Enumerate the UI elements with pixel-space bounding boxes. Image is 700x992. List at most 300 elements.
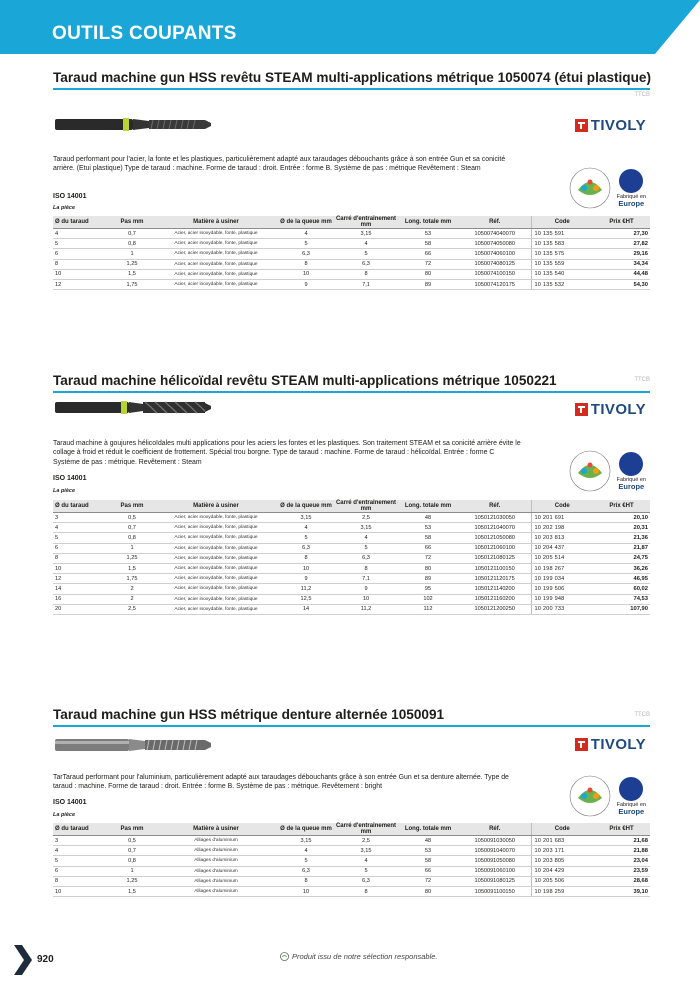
table-row <box>53 259 650 269</box>
cell-dia: 14 <box>53 584 109 594</box>
cell-dia: 12 <box>53 279 109 289</box>
spiral-tap-tool-image <box>53 395 213 421</box>
cell-length: 48 <box>397 836 459 846</box>
column-header-code: Code <box>531 216 593 229</box>
responsible-selection-badge-icon <box>568 166 612 210</box>
cell-code: 10 199 034 <box>531 574 593 584</box>
eu-label-line1: Fabriqué en <box>616 476 646 483</box>
table-row <box>53 269 650 279</box>
cell-code: 10 135 583 <box>531 239 593 249</box>
cell-pitch: 1,25 <box>109 876 155 886</box>
table-row <box>53 249 650 259</box>
product-description: TarTaraud performant pour l'aluminium, particulièrement adapté aux taraudages débouchants grâce à son entrée Gun et sa denture alternée. Type de taraud : machine. Forme de taraud : droit. Entrée : forme B. Système de pas : métrique. Revêtement : bright <box>53 774 509 791</box>
cell-dia: 8 <box>53 876 109 886</box>
cell-length: 89 <box>397 279 459 289</box>
cell-square: 3,15 <box>335 846 397 856</box>
column-header-shank: Ø de la queue mm <box>277 216 335 229</box>
table-row <box>53 584 650 594</box>
cell-material: Alliages d'aluminium <box>155 846 277 856</box>
table-row <box>53 574 650 584</box>
cell-dia: 6 <box>53 866 109 876</box>
table-row <box>53 543 650 553</box>
cell-length: 102 <box>397 594 459 604</box>
cell-ref: 1050074120175 <box>459 279 531 289</box>
cell-shank: 14 <box>277 604 335 614</box>
cell-pitch: 2 <box>109 594 155 604</box>
cell-material: Alliages d'aluminium <box>155 836 277 846</box>
table-row <box>53 856 650 866</box>
cell-material: Acier, acier inoxydable, fonte, plastique <box>155 513 277 523</box>
ref-code: TTCB <box>634 377 650 383</box>
cell-length: 72 <box>397 259 459 269</box>
cell-price: 39,10 <box>593 886 650 896</box>
cell-pitch: 1,5 <box>109 563 155 573</box>
cell-price: 21,88 <box>593 846 650 856</box>
cell-dia: 10 <box>53 886 109 896</box>
column-header-code: Code <box>531 823 593 836</box>
cell-shank: 5 <box>277 856 335 866</box>
cell-ref: 1050121140200 <box>459 584 531 594</box>
cell-price: 23,59 <box>593 866 650 876</box>
cell-dia: 6 <box>53 543 109 553</box>
cell-pitch: 1,75 <box>109 574 155 584</box>
cell-ref: 1050121100150 <box>459 563 531 573</box>
table-row <box>53 563 650 573</box>
cell-pitch: 0,8 <box>109 239 155 249</box>
cell-length: 80 <box>397 886 459 896</box>
cell-pitch: 0,7 <box>109 523 155 533</box>
cell-length: 72 <box>397 876 459 886</box>
cell-square: 5 <box>335 543 397 553</box>
cell-ref: 1050121050080 <box>459 533 531 543</box>
column-header-length: Long. totale mm <box>397 216 459 229</box>
cell-length: 80 <box>397 269 459 279</box>
cell-code: 10 201 683 <box>531 836 593 846</box>
cell-code: 10 201 691 <box>531 513 593 523</box>
cell-code: 10 200 733 <box>531 604 593 614</box>
cell-square: 7,1 <box>335 574 397 584</box>
cell-price: 36,26 <box>593 563 650 573</box>
table-header-row <box>53 216 650 229</box>
cell-price: 20,10 <box>593 513 650 523</box>
cell-pitch: 0,7 <box>109 229 155 239</box>
cell-dia: 3 <box>53 836 109 846</box>
cell-shank: 8 <box>277 876 335 886</box>
cell-ref: 1050091040070 <box>459 846 531 856</box>
table-header-row <box>53 823 650 836</box>
cell-dia: 12 <box>53 574 109 584</box>
spec-table <box>53 500 650 615</box>
cell-material: Alliages d'aluminium <box>155 866 277 876</box>
cell-ref: 1050091080125 <box>459 876 531 886</box>
unit-label: La pièce <box>53 205 76 211</box>
cell-length: 53 <box>397 229 459 239</box>
cell-code: 10 199 506 <box>531 584 593 594</box>
cell-code: 10 203 813 <box>531 533 593 543</box>
cell-shank: 12,5 <box>277 594 335 604</box>
cell-dia: 5 <box>53 856 109 866</box>
table-row <box>53 604 650 614</box>
section-title: Taraud machine gun HSS revêtu STEAM multi-applications métrique 1050074 (étui plastique) <box>53 70 650 90</box>
cell-dia: 20 <box>53 604 109 614</box>
cell-code: 10 204 437 <box>531 543 593 553</box>
column-header-dia: Ø du taraud <box>53 216 109 229</box>
cell-pitch: 1,75 <box>109 279 155 289</box>
cell-pitch: 1,25 <box>109 553 155 563</box>
column-header-dia: Ø du taraud <box>53 823 109 836</box>
cell-square: 8 <box>335 269 397 279</box>
table-row <box>53 836 650 846</box>
cell-code: 10 135 532 <box>531 279 593 289</box>
table-row <box>53 533 650 543</box>
cell-material: Acier, acier inoxydable, fonte, plastique <box>155 523 277 533</box>
header-banner <box>0 0 700 54</box>
cell-material: Acier, acier inoxydable, fonte, plastique <box>155 553 277 563</box>
cell-material: Acier, acier inoxydable, fonte, plastique <box>155 594 277 604</box>
cell-price: 20,31 <box>593 523 650 533</box>
product-section-1050074 <box>53 70 652 288</box>
cell-dia: 4 <box>53 846 109 856</box>
cell-shank: 4 <box>277 523 335 533</box>
cell-length: 58 <box>397 533 459 543</box>
column-header-ref: Réf. <box>459 500 531 513</box>
cell-ref: 1050121200250 <box>459 604 531 614</box>
column-header-material: Matière à usiner <box>155 216 277 229</box>
cell-dia: 10 <box>53 563 109 573</box>
column-header-shank: Ø de la queue mm <box>277 823 335 836</box>
cell-code: 10 202 198 <box>531 523 593 533</box>
made-in-europe-badge <box>617 777 646 816</box>
cell-square: 5 <box>335 866 397 876</box>
column-header-price: Prix €HT <box>593 216 650 229</box>
page-title: OUTILS COUPANTS <box>52 23 237 44</box>
cell-square: 7,1 <box>335 279 397 289</box>
cell-square: 3,15 <box>335 523 397 533</box>
cell-material: Acier, acier inoxydable, fonte, plastique <box>155 249 277 259</box>
cell-shank: 6,3 <box>277 249 335 259</box>
column-header-square: Carré d'entraînement mm <box>335 823 397 835</box>
table-row <box>53 239 650 249</box>
cell-shank: 3,15 <box>277 836 335 846</box>
cell-square: 6,3 <box>335 553 397 563</box>
cell-price: 28,68 <box>593 876 650 886</box>
cell-dia: 10 <box>53 269 109 279</box>
cell-square: 11,2 <box>335 604 397 614</box>
column-header-price: Prix €HT <box>593 500 650 513</box>
table-row <box>53 846 650 856</box>
cell-price: 46,95 <box>593 574 650 584</box>
section-title: Taraud machine hélicoïdal revêtu STEAM multi-applications métrique 1050221 <box>53 373 650 393</box>
cell-material: Acier, acier inoxydable, fonte, plastique <box>155 239 277 249</box>
column-header-code: Code <box>531 500 593 513</box>
cell-price: 24,75 <box>593 553 650 563</box>
table-row <box>53 594 650 604</box>
cell-price: 27,82 <box>593 239 650 249</box>
table-row <box>53 229 650 239</box>
cell-price: 107,90 <box>593 604 650 614</box>
column-header-length: Long. totale mm <box>397 823 459 836</box>
cell-dia: 3 <box>53 513 109 523</box>
cell-code: 10 205 506 <box>531 876 593 886</box>
cell-square: 8 <box>335 886 397 896</box>
section-title: Taraud machine gun HSS métrique denture alternée 1050091 <box>53 707 650 727</box>
cell-price: 34,34 <box>593 259 650 269</box>
cell-material: Acier, acier inoxydable, fonte, plastique <box>155 584 277 594</box>
cell-ref: 1050121160200 <box>459 594 531 604</box>
responsible-selection-icon <box>280 952 289 961</box>
cell-pitch: 1 <box>109 543 155 553</box>
cell-price: 54,30 <box>593 279 650 289</box>
cell-ref: 1050074060100 <box>459 249 531 259</box>
product-description: Taraud machine à goujures hélicoïdales multi applications pour les aciers les fontes et les plastiques. Son traitement STEAM et sa conicité arrière évite le collage à froid et réduit le coefficient de frottement. Spécial trou borgne. Type de taraud : machine. Forme de taraud : hélicoïdal. Entrée : forme C Système de pas : métrique. Revêtement : Steam <box>53 440 521 466</box>
iso-label: ISO 14001 <box>53 799 87 806</box>
column-header-dia: Ø du taraud <box>53 500 109 513</box>
cell-ref: 1050121040070 <box>459 523 531 533</box>
cell-pitch: 1,5 <box>109 269 155 279</box>
column-header-pitch: Pas mm <box>109 823 155 836</box>
cell-length: 80 <box>397 563 459 573</box>
table-row <box>53 876 650 886</box>
column-header-length: Long. totale mm <box>397 500 459 513</box>
cell-shank: 5 <box>277 239 335 249</box>
tivoly-cross-icon <box>575 738 588 751</box>
cell-shank: 10 <box>277 563 335 573</box>
cell-ref: 1050121120175 <box>459 574 531 584</box>
eu-label-line2: Europe <box>618 481 645 491</box>
cell-shank: 8 <box>277 259 335 269</box>
responsible-selection-badge-icon <box>568 774 612 818</box>
cell-code: 10 203 805 <box>531 856 593 866</box>
tivoly-cross-icon <box>575 119 588 132</box>
cell-shank: 8 <box>277 553 335 563</box>
cell-code: 10 198 267 <box>531 563 593 573</box>
cell-dia: 4 <box>53 229 109 239</box>
cell-material: Acier, acier inoxydable, fonte, plastique <box>155 259 277 269</box>
ref-code: TTCB <box>634 712 650 718</box>
cell-square: 4 <box>335 239 397 249</box>
cell-code: 10 203 171 <box>531 846 593 856</box>
cell-material: Acier, acier inoxydable, fonte, plastique <box>155 269 277 279</box>
cell-price: 21,36 <box>593 533 650 543</box>
column-header-price: Prix €HT <box>593 823 650 836</box>
footer-note-text: Produit issu de notre sélection responsable. <box>292 952 438 961</box>
cell-pitch: 0,7 <box>109 846 155 856</box>
product-section-1050221 <box>53 373 650 613</box>
cell-price: 29,16 <box>593 249 650 259</box>
page-arrow-icon <box>14 945 32 975</box>
cell-pitch: 2 <box>109 584 155 594</box>
cell-ref: 1050074100150 <box>459 269 531 279</box>
cell-material: Acier, acier inoxydable, fonte, plastique <box>155 563 277 573</box>
cell-shank: 9 <box>277 279 335 289</box>
cell-square: 6,3 <box>335 259 397 269</box>
cell-length: 112 <box>397 604 459 614</box>
cell-pitch: 1 <box>109 249 155 259</box>
column-header-square: Carré d'entraînement mm <box>335 216 397 228</box>
cell-square: 8 <box>335 563 397 573</box>
cell-dia: 8 <box>53 553 109 563</box>
cell-shank: 4 <box>277 229 335 239</box>
responsible-selection-badge-icon <box>568 449 612 493</box>
certification-badges <box>568 449 646 493</box>
cell-price: 23,04 <box>593 856 650 866</box>
cell-material: Acier, acier inoxydable, fonte, plastique <box>155 574 277 584</box>
cell-shank: 5 <box>277 533 335 543</box>
cell-length: 66 <box>397 249 459 259</box>
cell-dia: 6 <box>53 249 109 259</box>
made-in-europe-badge <box>617 452 646 491</box>
cell-ref: 1050121030050 <box>459 513 531 523</box>
table-row <box>53 866 650 876</box>
cell-ref: 1050091030050 <box>459 836 531 846</box>
iso-label: ISO 14001 <box>53 193 87 200</box>
cell-price: 27,30 <box>593 229 650 239</box>
unit-label: La pièce <box>53 812 76 818</box>
cell-ref: 1050074050080 <box>459 239 531 249</box>
cell-price: 21,87 <box>593 543 650 553</box>
cell-shank: 10 <box>277 886 335 896</box>
cell-price: 21,68 <box>593 836 650 846</box>
cell-length: 53 <box>397 846 459 856</box>
cell-square: 10 <box>335 594 397 604</box>
cell-code: 10 135 591 <box>531 229 593 239</box>
cell-shank: 4 <box>277 846 335 856</box>
eu-flag-icon <box>619 777 643 801</box>
cell-square: 4 <box>335 533 397 543</box>
cell-ref: 1050091050080 <box>459 856 531 866</box>
brand-name: TIVOLY <box>590 401 646 418</box>
cell-square: 2,5 <box>335 513 397 523</box>
cell-ref: 1050121060100 <box>459 543 531 553</box>
cell-material: Acier, acier inoxydable, fonte, plastique <box>155 604 277 614</box>
column-header-square: Carré d'entraînement mm <box>335 500 397 512</box>
cell-price: 44,48 <box>593 269 650 279</box>
cell-material: Alliages d'aluminium <box>155 886 277 896</box>
column-header-material: Matière à usiner <box>155 823 277 836</box>
tivoly-logo <box>575 736 646 753</box>
cell-code: 10 198 259 <box>531 886 593 896</box>
cell-code: 10 204 429 <box>531 866 593 876</box>
cell-material: Alliages d'aluminium <box>155 876 277 886</box>
cell-price: 74,53 <box>593 594 650 604</box>
cell-pitch: 0,5 <box>109 513 155 523</box>
cell-square: 6,3 <box>335 876 397 886</box>
cell-square: 4 <box>335 856 397 866</box>
cell-length: 48 <box>397 513 459 523</box>
brand-name: TIVOLY <box>590 736 646 753</box>
table-row <box>53 553 650 563</box>
cell-code: 10 135 559 <box>531 259 593 269</box>
spec-table <box>53 823 650 897</box>
cell-pitch: 1 <box>109 866 155 876</box>
cell-dia: 8 <box>53 259 109 269</box>
cell-shank: 3,15 <box>277 513 335 523</box>
table-row <box>53 513 650 523</box>
cell-length: 89 <box>397 574 459 584</box>
cell-length: 66 <box>397 543 459 553</box>
cell-material: Acier, acier inoxydable, fonte, plastique <box>155 533 277 543</box>
column-header-pitch: Pas mm <box>109 216 155 229</box>
cell-shank: 10 <box>277 269 335 279</box>
eu-label-line1: Fabriqué en <box>616 193 646 200</box>
made-in-europe-badge <box>617 169 646 208</box>
cell-code: 10 205 514 <box>531 553 593 563</box>
cell-code: 10 199 948 <box>531 594 593 604</box>
cell-length: 66 <box>397 866 459 876</box>
cell-pitch: 0,5 <box>109 836 155 846</box>
eu-flag-icon <box>619 169 643 193</box>
table-row <box>53 279 650 289</box>
cell-pitch: 1,5 <box>109 886 155 896</box>
cell-material: Acier, acier inoxydable, fonte, plastique <box>155 543 277 553</box>
eu-flag-icon <box>619 452 643 476</box>
spec-table <box>53 216 650 290</box>
tivoly-cross-icon <box>575 403 588 416</box>
column-header-pitch: Pas mm <box>109 500 155 513</box>
cell-code: 10 135 575 <box>531 249 593 259</box>
column-header-ref: Réf. <box>459 216 531 229</box>
cell-material: Acier, acier inoxydable, fonte, plastique <box>155 279 277 289</box>
ref-code: TTCB <box>634 92 650 98</box>
cell-pitch: 0,8 <box>109 856 155 866</box>
iso-label: ISO 14001 <box>53 475 87 482</box>
cell-length: 95 <box>397 584 459 594</box>
certification-badges <box>568 166 646 210</box>
column-header-ref: Réf. <box>459 823 531 836</box>
footer-note <box>280 952 438 961</box>
cell-square: 5 <box>335 249 397 259</box>
product-description: Taraud performant pour l'acier, la fonte et les plastiques, particulièrement adapté aux taraudages débouchants grâce à son entrée Gun et sa conicité arrière. (Etui plastique) Type de taraud : machine. Forme de taraud : droit. Entrée : forme B. Système de pas : métrique Revêtement : Steam <box>53 156 506 173</box>
tivoly-logo <box>575 117 646 134</box>
cell-dia: 4 <box>53 523 109 533</box>
cell-dia: 5 <box>53 533 109 543</box>
cell-length: 58 <box>397 239 459 249</box>
cell-pitch: 1,25 <box>109 259 155 269</box>
table-row <box>53 886 650 896</box>
cell-length: 72 <box>397 553 459 563</box>
table-row <box>53 523 650 533</box>
cell-code: 10 135 540 <box>531 269 593 279</box>
cell-ref: 1050074080125 <box>459 259 531 269</box>
cell-dia: 5 <box>53 239 109 249</box>
page-number: 920 <box>37 954 54 965</box>
cell-square: 3,15 <box>335 229 397 239</box>
cell-ref: 1050074040070 <box>459 229 531 239</box>
eu-label-line2: Europe <box>618 198 645 208</box>
cell-pitch: 2,5 <box>109 604 155 614</box>
column-header-shank: Ø de la queue mm <box>277 500 335 513</box>
eu-label-line2: Europe <box>618 806 645 816</box>
cell-shank: 11,2 <box>277 584 335 594</box>
cell-shank: 6,3 <box>277 543 335 553</box>
tivoly-logo <box>575 401 646 418</box>
cell-shank: 9 <box>277 574 335 584</box>
cell-pitch: 0,8 <box>109 533 155 543</box>
eu-label-line1: Fabriqué en <box>616 801 646 808</box>
cell-material: Acier, acier inoxydable, fonte, plastique <box>155 229 277 239</box>
cell-ref: 1050091100150 <box>459 886 531 896</box>
cell-price: 60,02 <box>593 584 650 594</box>
cell-square: 2,5 <box>335 836 397 846</box>
brand-name: TIVOLY <box>590 117 646 134</box>
cell-material: Alliages d'aluminium <box>155 856 277 866</box>
cell-ref: 1050091060100 <box>459 866 531 876</box>
table-header-row <box>53 500 650 513</box>
bright-tap-tool-image <box>53 732 213 758</box>
straight-tap-tool-image <box>53 113 213 137</box>
certification-badges <box>568 774 646 818</box>
cell-shank: 6,3 <box>277 866 335 876</box>
